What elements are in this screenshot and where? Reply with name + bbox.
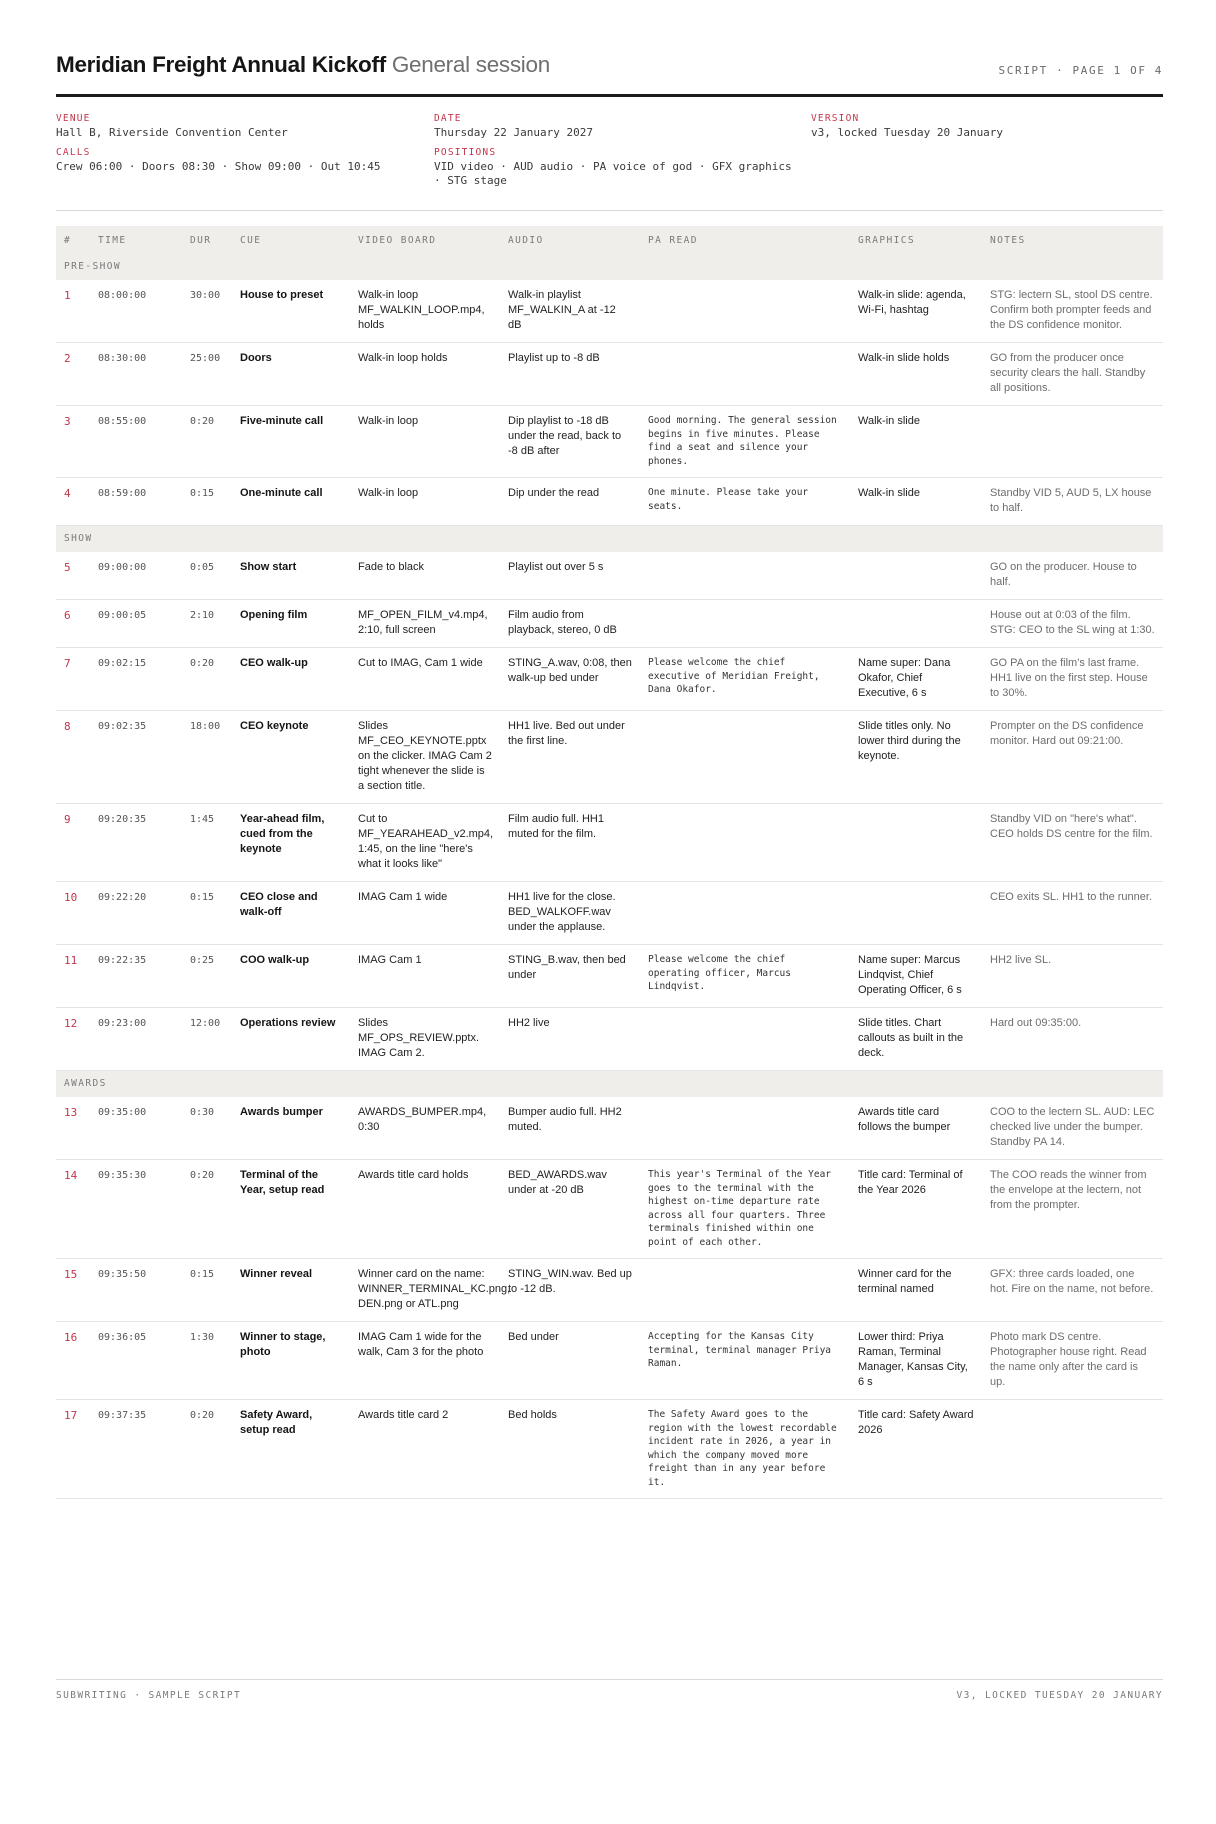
cue-number: 7	[56, 648, 90, 711]
cue-number: 1	[56, 280, 90, 343]
cue-name: Operations review	[232, 1008, 350, 1071]
table-row	[56, 406, 1163, 478]
cue-number: 8	[56, 711, 90, 804]
cue-pa-read: Please welcome the chief executive of Meridian Freight, Dana Okafor.	[640, 648, 850, 711]
cue-video: Slides MF_CEO_KEYNOTE.pptx on the clicker. IMAG Cam 2 tight whenever the slide is a section title.	[350, 711, 500, 804]
cue-audio: HH1 live for the close. BED_WALKOFF.wav under the applause.	[500, 882, 640, 945]
date-value: Thursday 22 January 2027	[434, 126, 593, 139]
cue-audio: Dip under the read	[500, 478, 640, 526]
table-row	[56, 882, 1163, 945]
cue-duration: 30:00	[182, 280, 232, 343]
cue-audio: Walk-in playlist MF_WALKIN_A at -12 dB	[500, 280, 640, 343]
cue-time: 09:35:30	[90, 1160, 182, 1259]
cue-number: 16	[56, 1322, 90, 1400]
cue-number: 10	[56, 882, 90, 945]
venue-label: VENUE	[56, 113, 91, 124]
cue-time: 09:35:50	[90, 1259, 182, 1322]
cue-time: 08:55:00	[90, 406, 182, 478]
cue-table	[56, 226, 1163, 1499]
cue-duration: 0:20	[182, 1160, 232, 1259]
cue-video: Walk-in loop	[350, 478, 500, 526]
col-header-dur: DUR	[182, 226, 232, 254]
section-row	[56, 526, 1163, 553]
cue-video: Winner card on the name: WINNER_TERMINAL_KC.png, DEN.png or ATL.png	[350, 1259, 500, 1322]
cue-pa-read	[640, 882, 850, 945]
cue-time: 09:00:00	[90, 552, 182, 600]
cue-video: Cut to IMAG, Cam 1 wide	[350, 648, 500, 711]
date-block	[434, 113, 794, 140]
table-row	[56, 478, 1163, 526]
cue-pa-read: Good morning. The general session begins in five minutes. Please find a seat and silence your phones.	[640, 406, 850, 478]
footer-right: V3, LOCKED TUESDAY 20 JANUARY	[956, 1690, 1163, 1701]
cue-time: 09:36:05	[90, 1322, 182, 1400]
section-label: AWARDS	[56, 1071, 1163, 1098]
cue-name: Terminal of the Year, setup read	[232, 1160, 350, 1259]
cue-video: Awards title card 2	[350, 1400, 500, 1499]
cue-pa-read: This year's Terminal of the Year goes to the terminal with the highest on-time departure rate across all four quarters. Three terminals finished within one point of each other.	[640, 1160, 850, 1259]
cue-audio: Bed under	[500, 1322, 640, 1400]
cue-audio: STING_B.wav, then bed under	[500, 945, 640, 1008]
cue-time: 09:37:35	[90, 1400, 182, 1499]
cue-pa-read	[640, 600, 850, 648]
cue-name: Show start	[232, 552, 350, 600]
footer-left: SUBWRITING · SAMPLE SCRIPT	[56, 1690, 242, 1701]
cue-duration: 0:15	[182, 1259, 232, 1322]
cue-number: 13	[56, 1097, 90, 1160]
page-number: SCRIPT · PAGE 1 OF 4	[998, 64, 1163, 77]
section-label: PRE-SHOW	[56, 254, 1163, 280]
section-row	[56, 254, 1163, 280]
col-header-video: VIDEO BOARD	[350, 226, 500, 254]
cue-number: 2	[56, 343, 90, 406]
cue-graphics: Winner card for the terminal named	[850, 1259, 982, 1322]
cue-body	[56, 254, 1163, 1499]
cue-pa-read	[640, 343, 850, 406]
cue-video: IMAG Cam 1 wide for the walk, Cam 3 for the photo	[350, 1322, 500, 1400]
cue-audio: Bed holds	[500, 1400, 640, 1499]
cue-notes: Standby VID 5, AUD 5, LX house to half.	[982, 478, 1163, 526]
cue-notes: House out at 0:03 of the film. STG: CEO to the SL wing at 1:30.	[982, 600, 1163, 648]
cue-pa-read: Please welcome the chief operating officer, Marcus Lindqvist.	[640, 945, 850, 1008]
col-header-time: TIME	[90, 226, 182, 254]
cue-graphics: Name super: Dana Okafor, Chief Executive, 6 s	[850, 648, 982, 711]
cue-pa-read: Accepting for the Kansas City terminal, terminal manager Priya Raman.	[640, 1322, 850, 1400]
table-row	[56, 648, 1163, 711]
venue-value: Hall B, Riverside Convention Center	[56, 126, 288, 139]
table-row	[56, 600, 1163, 648]
cue-name: Opening film	[232, 600, 350, 648]
cue-time: 09:00:05	[90, 600, 182, 648]
cue-graphics	[850, 804, 982, 882]
cue-name: House to preset	[232, 280, 350, 343]
positions-value: VID video · AUD audio · PA voice of god · GFX graphics · STG stage	[434, 160, 792, 187]
cue-name: One-minute call	[232, 478, 350, 526]
cue-audio: BED_AWARDS.wav under at -20 dB	[500, 1160, 640, 1259]
cue-number: 9	[56, 804, 90, 882]
cue-graphics: Walk-in slide	[850, 406, 982, 478]
cue-video: Walk-in loop	[350, 406, 500, 478]
cue-pa-read	[640, 711, 850, 804]
cue-pa-read	[640, 1259, 850, 1322]
cue-video: Walk-in loop holds	[350, 343, 500, 406]
col-header-pa: PA READ	[640, 226, 850, 254]
positions-block	[434, 147, 799, 188]
cue-name: CEO walk-up	[232, 648, 350, 711]
cue-audio: Film audio full. HH1 muted for the film.	[500, 804, 640, 882]
venue-block	[56, 113, 416, 140]
version-value: v3, locked Tuesday 20 January	[811, 126, 1004, 139]
cue-duration: 0:05	[182, 552, 232, 600]
cue-audio: Playlist up to -8 dB	[500, 343, 640, 406]
table-row	[56, 804, 1163, 882]
cue-video: IMAG Cam 1	[350, 945, 500, 1008]
cue-graphics	[850, 552, 982, 600]
cue-duration: 1:45	[182, 804, 232, 882]
cue-notes: Standby VID on "here's what". CEO holds DS centre for the film.	[982, 804, 1163, 882]
cue-video: Fade to black	[350, 552, 500, 600]
cue-graphics: Walk-in slide: agenda, Wi-Fi, hashtag	[850, 280, 982, 343]
cue-video: Cut to MF_YEARAHEAD_v2.mp4, 1:45, on the line "here's what it looks like"	[350, 804, 500, 882]
cue-name: Five-minute call	[232, 406, 350, 478]
positions-label: POSITIONS	[434, 147, 497, 158]
cue-name: COO walk-up	[232, 945, 350, 1008]
col-header-cue: CUE	[232, 226, 350, 254]
table-row	[56, 1400, 1163, 1499]
cue-graphics: Walk-in slide	[850, 478, 982, 526]
table-row	[56, 1322, 1163, 1400]
cue-time: 08:00:00	[90, 280, 182, 343]
cue-name: Year-ahead film, cued from the keynote	[232, 804, 350, 882]
cue-duration: 0:15	[182, 882, 232, 945]
cue-duration: 0:20	[182, 406, 232, 478]
cue-audio: Bumper audio full. HH2 muted.	[500, 1097, 640, 1160]
cue-notes: HH2 live SL.	[982, 945, 1163, 1008]
cue-notes	[982, 406, 1163, 478]
cue-name: Winner to stage, photo	[232, 1322, 350, 1400]
cue-graphics: Slide titles only. No lower third during the keynote.	[850, 711, 982, 804]
cue-notes: Hard out 09:35:00.	[982, 1008, 1163, 1071]
section-label: SHOW	[56, 526, 1163, 553]
cue-notes: Photo mark DS centre. Photographer house right. Read the name only after the card is up.	[982, 1322, 1163, 1400]
cue-notes: GO from the producer once security clears the hall. Standby all positions.	[982, 343, 1163, 406]
cue-graphics: Title card: Terminal of the Year 2026	[850, 1160, 982, 1259]
cue-pa-read: The Safety Award goes to the region with the lowest recordable incident rate in 2026, a year in which the company moved more freight than in any year before it.	[640, 1400, 850, 1499]
cue-duration: 0:25	[182, 945, 232, 1008]
cue-video: AWARDS_BUMPER.mp4, 0:30	[350, 1097, 500, 1160]
table-row	[56, 1097, 1163, 1160]
cue-time: 08:30:00	[90, 343, 182, 406]
col-header-notes: NOTES	[982, 226, 1163, 254]
cue-time: 09:35:00	[90, 1097, 182, 1160]
cue-duration: 0:20	[182, 648, 232, 711]
cue-pa-read	[640, 552, 850, 600]
cue-video: Awards title card holds	[350, 1160, 500, 1259]
cue-video: Slides MF_OPS_REVIEW.pptx. IMAG Cam 2.	[350, 1008, 500, 1071]
table-row	[56, 945, 1163, 1008]
event-title: Meridian Freight Annual Kickoff	[56, 52, 386, 77]
col-header-audio: AUDIO	[500, 226, 640, 254]
cue-time: 09:22:20	[90, 882, 182, 945]
cue-time: 09:02:35	[90, 711, 182, 804]
date-label: DATE	[434, 113, 462, 124]
cue-pa-read	[640, 1008, 850, 1071]
title-row	[56, 48, 1163, 94]
col-header-num: #	[56, 226, 90, 254]
cue-pa-read	[640, 804, 850, 882]
cue-number: 4	[56, 478, 90, 526]
calls-label: CALLS	[56, 147, 91, 158]
col-header-graphics: GRAPHICS	[850, 226, 982, 254]
cue-notes: GO PA on the film's last frame. HH1 live on the first step. House to 30%.	[982, 648, 1163, 711]
cue-name: Safety Award, setup read	[232, 1400, 350, 1499]
cue-audio: STING_A.wav, 0:08, then walk-up bed under	[500, 648, 640, 711]
cue-name: CEO keynote	[232, 711, 350, 804]
cue-duration: 25:00	[182, 343, 232, 406]
cue-audio: STING_WIN.wav. Bed up to -12 dB.	[500, 1259, 640, 1322]
cue-duration: 2:10	[182, 600, 232, 648]
calls-value: Crew 06:00 · Doors 08:30 · Show 09:00 · Out 10:45	[56, 160, 381, 173]
cue-notes: COO to the lectern SL. AUD: LEC checked live under the bumper. Standby PA 14.	[982, 1097, 1163, 1160]
cue-number: 11	[56, 945, 90, 1008]
cue-graphics: Name super: Marcus Lindqvist, Chief Operating Officer, 6 s	[850, 945, 982, 1008]
cue-graphics: Slide titles. Chart callouts as built in the deck.	[850, 1008, 982, 1071]
cue-number: 17	[56, 1400, 90, 1499]
footer-rule	[56, 1679, 1163, 1680]
cue-notes: GO on the producer. House to half.	[982, 552, 1163, 600]
cue-audio: Film audio from playback, stereo, 0 dB	[500, 600, 640, 648]
session-subtitle: General session	[391, 52, 550, 77]
cue-video: IMAG Cam 1 wide	[350, 882, 500, 945]
cue-time: 09:20:35	[90, 804, 182, 882]
cue-video: Walk-in loop MF_WALKIN_LOOP.mp4, holds	[350, 280, 500, 343]
column-header-row	[56, 226, 1163, 254]
cue-duration: 0:20	[182, 1400, 232, 1499]
cue-duration: 0:15	[182, 478, 232, 526]
cue-duration: 18:00	[182, 711, 232, 804]
cue-graphics: Lower third: Priya Raman, Terminal Manager, Kansas City, 6 s	[850, 1322, 982, 1400]
table-row	[56, 343, 1163, 406]
cue-notes: GFX: three cards loaded, one hot. Fire on the name, not before.	[982, 1259, 1163, 1322]
cue-pa-read	[640, 1097, 850, 1160]
cue-notes: Prompter on the DS confidence monitor. Hard out 09:21:00.	[982, 711, 1163, 804]
cue-name: CEO close and walk-off	[232, 882, 350, 945]
cue-graphics: Walk-in slide holds	[850, 343, 982, 406]
cue-time: 08:59:00	[90, 478, 182, 526]
table-row	[56, 711, 1163, 804]
cue-number: 6	[56, 600, 90, 648]
cue-name: Winner reveal	[232, 1259, 350, 1322]
table-row	[56, 552, 1163, 600]
cue-graphics: Awards title card follows the bumper	[850, 1097, 982, 1160]
cue-name: Awards bumper	[232, 1097, 350, 1160]
version-label: VERSION	[811, 113, 860, 124]
cue-audio: HH2 live	[500, 1008, 640, 1071]
section-row	[56, 1071, 1163, 1098]
cue-notes: STG: lectern SL, stool DS centre. Confirm both prompter feeds and the DS confidence monitor.	[982, 280, 1163, 343]
table-row	[56, 1259, 1163, 1322]
cue-duration: 1:30	[182, 1322, 232, 1400]
table-row	[56, 280, 1163, 343]
table-row	[56, 1160, 1163, 1259]
cue-pa-read: One minute. Please take your seats.	[640, 478, 850, 526]
cue-number: 15	[56, 1259, 90, 1322]
table-row	[56, 1008, 1163, 1071]
header-rule	[56, 94, 1163, 97]
cue-duration: 0:30	[182, 1097, 232, 1160]
cue-graphics	[850, 600, 982, 648]
cue-video: MF_OPEN_FILM_v4.mp4, 2:10, full screen	[350, 600, 500, 648]
cue-duration: 12:00	[182, 1008, 232, 1071]
cue-number: 3	[56, 406, 90, 478]
cue-number: 14	[56, 1160, 90, 1259]
cue-time: 09:23:00	[90, 1008, 182, 1071]
cue-time: 09:02:15	[90, 648, 182, 711]
cue-number: 12	[56, 1008, 90, 1071]
calls-block	[56, 147, 416, 174]
cue-time: 09:22:35	[90, 945, 182, 1008]
cue-graphics: Title card: Safety Award 2026	[850, 1400, 982, 1499]
page-title	[56, 52, 550, 78]
cue-notes	[982, 1400, 1163, 1499]
cue-audio: Dip playlist to -18 dB under the read, back to -8 dB after	[500, 406, 640, 478]
cue-graphics	[850, 882, 982, 945]
cue-pa-read	[640, 280, 850, 343]
cue-audio: HH1 live. Bed out under the first line.	[500, 711, 640, 804]
meta-divider	[56, 210, 1163, 211]
cue-notes: CEO exits SL. HH1 to the runner.	[982, 882, 1163, 945]
cue-notes: The COO reads the winner from the envelope at the lectern, not from the prompter.	[982, 1160, 1163, 1259]
version-block	[811, 113, 1163, 140]
cue-audio: Playlist out over 5 s	[500, 552, 640, 600]
cue-number: 5	[56, 552, 90, 600]
cue-name: Doors	[232, 343, 350, 406]
